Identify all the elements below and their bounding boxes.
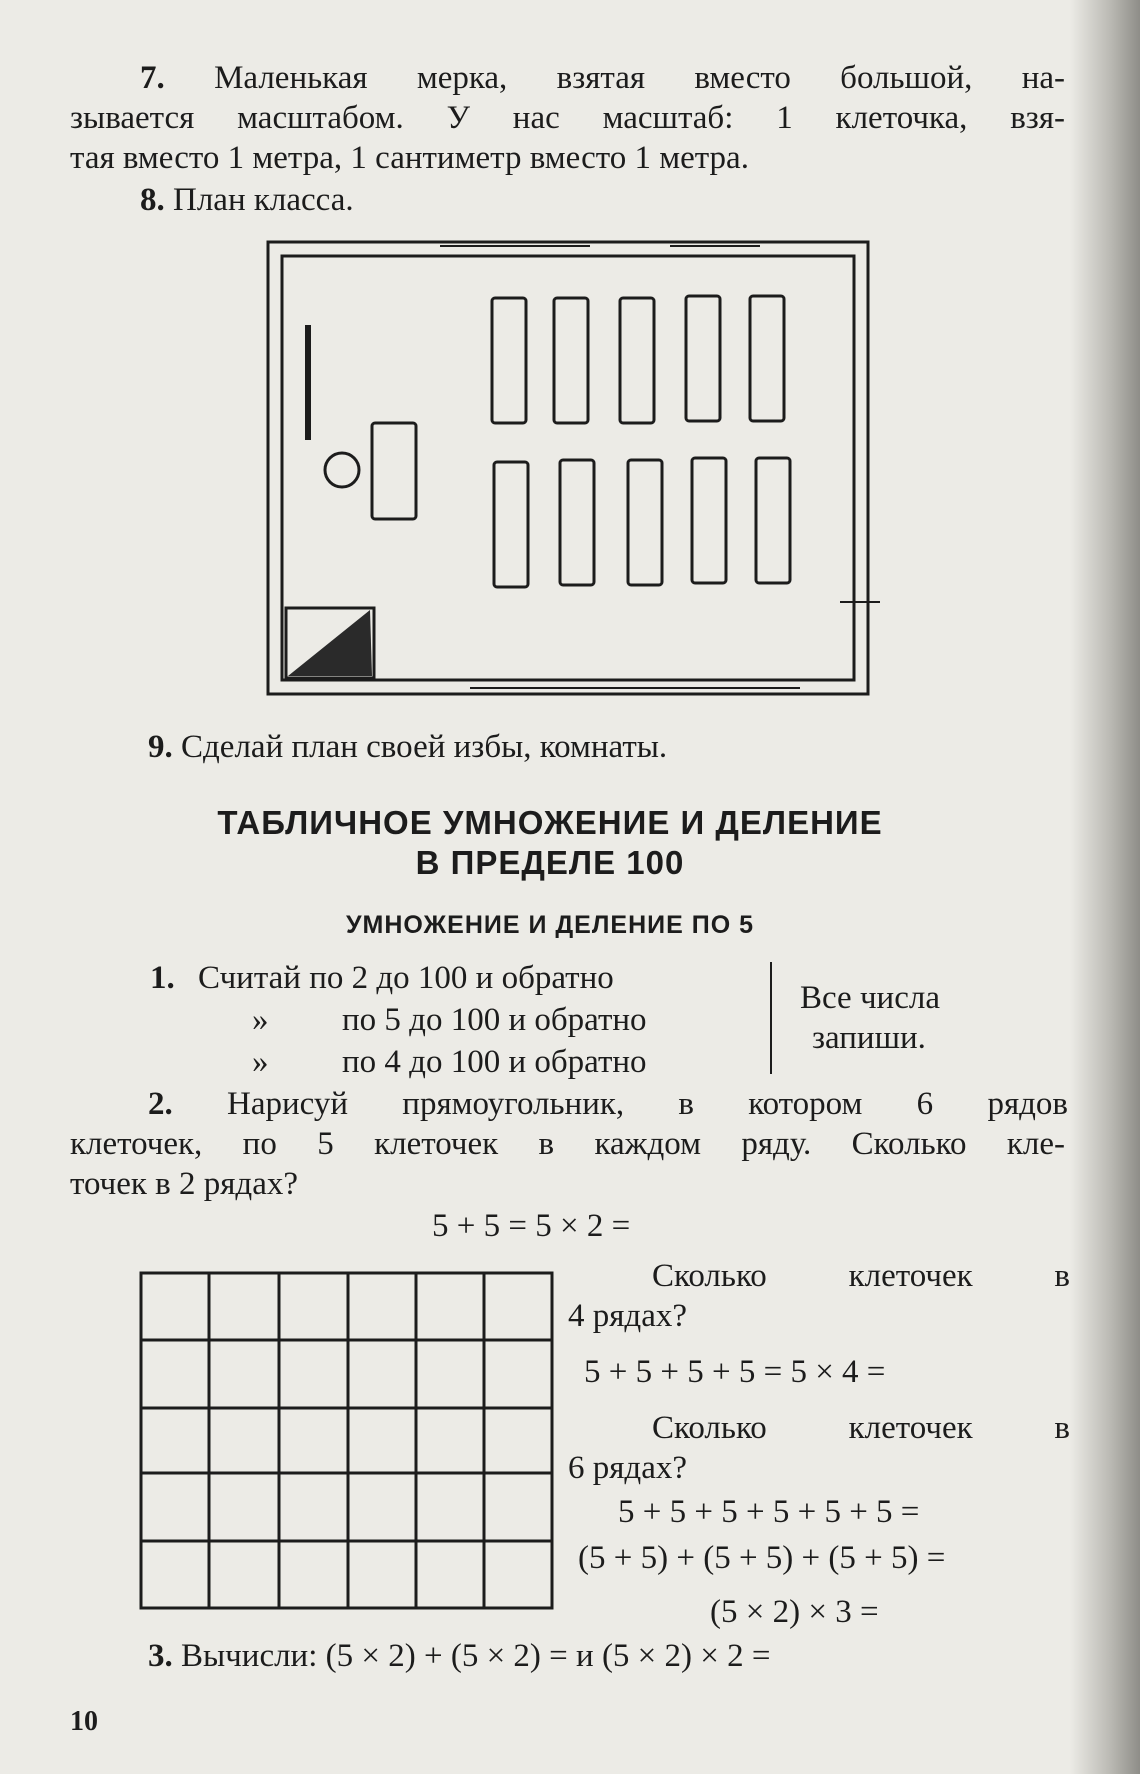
exercise-2-eq-2: 5 + 5 + 5 + 5 = 5 × 4 = bbox=[584, 1354, 886, 1390]
item-8 bbox=[140, 180, 354, 220]
exercise-1-note-line-1: Все числа bbox=[800, 980, 940, 1016]
exercise-2-number: 2. bbox=[148, 1086, 173, 1122]
plan-desk bbox=[560, 460, 594, 585]
exercise-2-question-4-line-1: Сколько клеточек в bbox=[652, 1258, 1070, 1294]
exercise-2-question-4-line-2: 4 рядах? bbox=[568, 1298, 688, 1334]
plan-desk bbox=[756, 458, 790, 583]
page-edge-shadow bbox=[1070, 0, 1140, 1774]
exercise-2-question-6-line-2: 6 рядах? bbox=[568, 1450, 688, 1486]
exercise-2-eq-3: 5 + 5 + 5 + 5 + 5 + 5 = bbox=[618, 1494, 920, 1530]
section-subheading: УМНОЖЕНИЕ И ДЕЛЕНИЕ ПО 5 bbox=[346, 911, 754, 939]
plan-desk bbox=[692, 458, 726, 583]
plan-teacher-chair bbox=[325, 453, 359, 487]
plan-desk bbox=[628, 460, 662, 585]
exercise-2-line-2: клеточек, по 5 клеточек в каждом ряду. Сколько кле- bbox=[70, 1126, 1065, 1162]
item-8-text: План класса. bbox=[173, 182, 354, 218]
plan-desk bbox=[554, 298, 588, 423]
exercise-1-row-3-prefix: » bbox=[252, 1044, 269, 1080]
item-9-text: Сделай план своей избы, комнаты. bbox=[181, 729, 668, 765]
classroom-plan bbox=[260, 230, 880, 710]
exercise-1-row-2: по 5 до 100 и обратно bbox=[342, 1002, 647, 1038]
plan-desk bbox=[686, 296, 720, 421]
plan-desk bbox=[492, 298, 526, 423]
exercise-2-eq-1: 5 + 5 = 5 × 2 = bbox=[432, 1208, 631, 1244]
exercise-1-number: 1. bbox=[150, 960, 175, 996]
exercise-3 bbox=[148, 1636, 771, 1676]
exercise-2-line-1: 2. Нарисуй прямоугольник, в котором 6 рядов bbox=[148, 1086, 1068, 1122]
exercise-1-row-3: по 4 до 100 и обратно bbox=[342, 1044, 647, 1080]
exercise-1-note-line-2: запиши. bbox=[812, 1020, 926, 1056]
plan-desk bbox=[494, 462, 528, 587]
section-heading-line-1: ТАБЛИЧНОЕ УМНОЖЕНИЕ И ДЕЛЕНИЕ bbox=[217, 804, 883, 841]
item-9-number: 9. bbox=[148, 729, 173, 765]
exercise-3-text: Вычисли: (5 × 2) + (5 × 2) = и (5 × 2) × 2 = bbox=[181, 1638, 771, 1674]
item-9 bbox=[148, 727, 667, 767]
exercise-3-number: 3. bbox=[148, 1638, 173, 1674]
plan-desk bbox=[750, 296, 784, 421]
exercise-1-brace-line bbox=[770, 962, 772, 1074]
exercise-1-row-1: Считай по 2 до 100 и обратно bbox=[198, 960, 614, 996]
plan-stove-shade bbox=[288, 610, 372, 676]
exercise-1-row-2-prefix: » bbox=[252, 1002, 269, 1038]
page-number: 10 bbox=[70, 1706, 98, 1737]
item-7-line-1: 7. Маленькая мерка, взятая вместо большой, на- bbox=[140, 60, 1065, 96]
plan-desk bbox=[620, 298, 654, 423]
cell-grid bbox=[138, 1270, 558, 1615]
item-8-number: 8. bbox=[140, 182, 165, 218]
section-heading-line-2: В ПРЕДЕЛЕ 100 bbox=[415, 844, 685, 881]
plan-teacher-desk bbox=[372, 423, 416, 519]
exercise-2-question-6-line-1: Сколько клеточек в bbox=[652, 1410, 1070, 1446]
exercise-2-eq-4: (5 + 5) + (5 + 5) + (5 + 5) = bbox=[578, 1540, 946, 1576]
item-7-number: 7. bbox=[140, 60, 165, 96]
item-7-line-2: зывается масштабом. У нас масштаб: 1 клеточка, взя- bbox=[70, 100, 1065, 136]
exercise-2-eq-5: (5 × 2) × 3 = bbox=[710, 1594, 879, 1630]
exercise-2-line-3: точек в 2 рядах? bbox=[70, 1166, 299, 1202]
item-7-line-3: тая вместо 1 метра, 1 сантиметр вместо 1 метра. bbox=[70, 140, 749, 176]
